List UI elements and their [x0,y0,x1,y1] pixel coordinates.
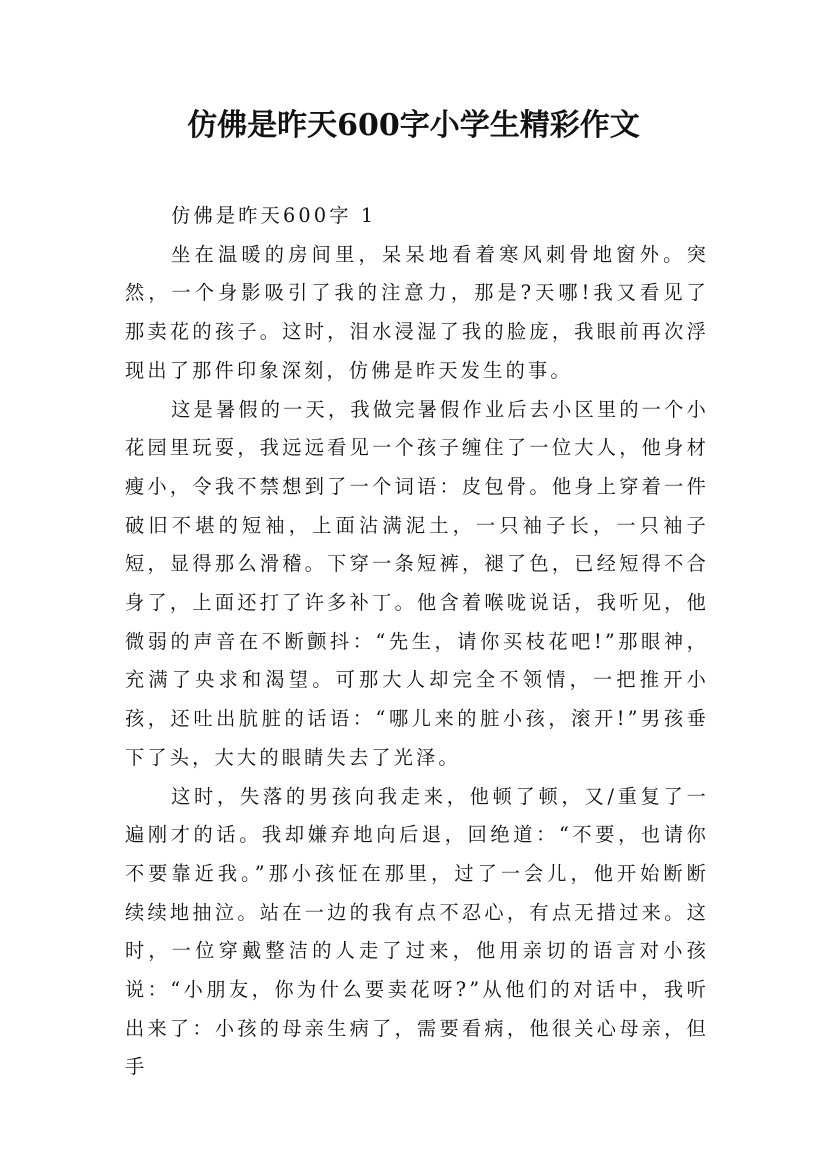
document-body [125,197,709,1087]
document-title: 仿佛是昨天600字小学生精彩作文 [187,108,640,143]
paragraph-1: 坐在温暖的房间里，呆呆地看着寒风刺骨地窗外。突然，一个身影吸引了我的注意力，那是?天哪!我又看见了那卖花的孩子。这时，泪水浸湿了我的脸庞，我眼前再次浮现出了那件印象深刻，仿佛是昨天发生的事。 [125,242,709,382]
paragraph-3: 这时，失落的男孩向我走来，他顿了顿，又/重复了一遍刚才的话。我却嫌弃地向后退，回绝道：“不要，也请你不要靠近我。”那小孩怔在那里，过了一会儿，他开始断断续续地抽泣。站在一边的我有点不忍心，有点无措过来。这时，一位穿戴整洁的人走了过来，他用亲切的语言对小孩说：“小朋友，你为什么要卖花呀?”从他们的对话中，我听出来了：小孩的母亲生病了，需要看病，他很关心母亲，但手 [125,784,709,1079]
paragraph-2: 这是暑假的一天，我做完暑假作业后去小区里的一个小花园里玩耍，我远远看见一个孩子缠住了一位大人，他身材瘦小，令我不禁想到了一个词语：皮包骨。他身上穿着一件破旧不堪的短袖，上面沾满泥土，一只袖子长，一只袖子短，显得那么滑稽。下穿一条短裤，褪了色，已经短得不合身了，上面还打了许多补丁。他含着喉咙说话，我听见，他微弱的声音在不断颤抖：“先生，请你买枝花吧!”那眼神，充满了央求和渴望。可那大人却完全不领情，一把推开小孩，还吐出肮脏的话语：“哪儿来的脏小孩，滚开!”男孩垂下了头，大大的眼睛失去了光泽。 [125,397,709,769]
section-heading: 仿佛是昨天600字 1 [171,204,377,227]
